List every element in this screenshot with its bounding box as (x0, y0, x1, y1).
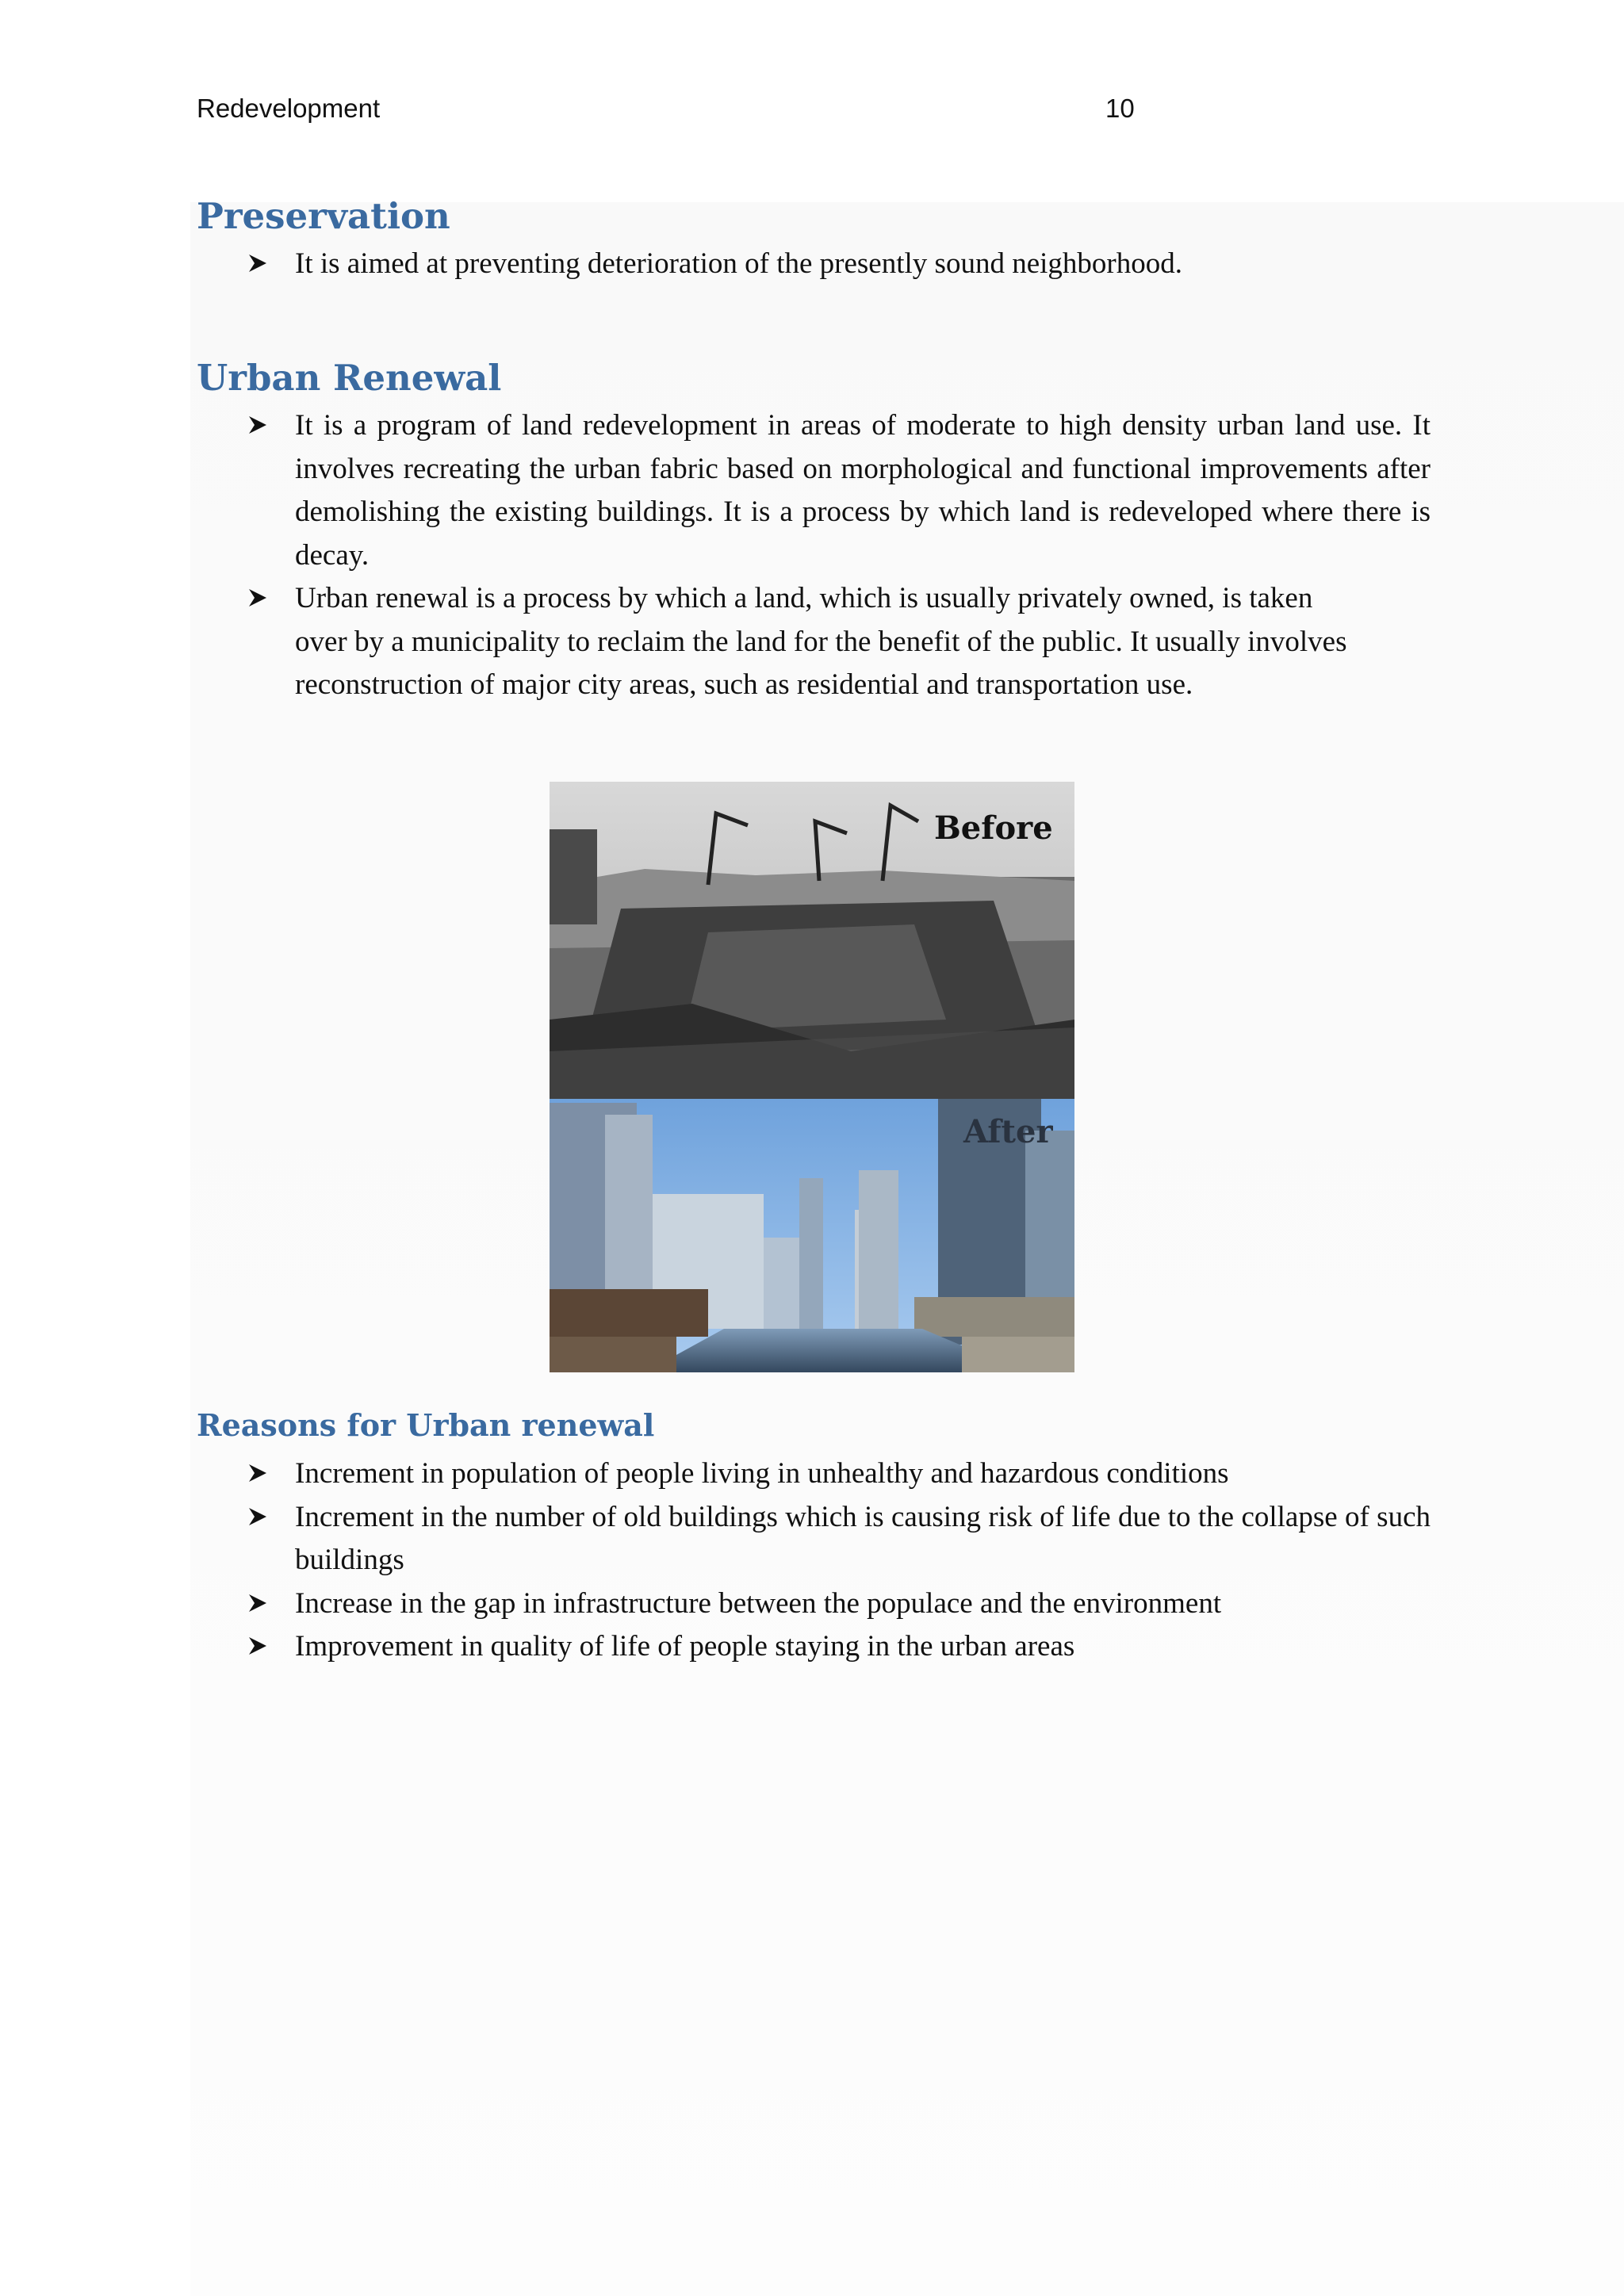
bullet-text: Urban renewal is a process by which a land, which is usually privately owned, is taken over by a municipality to reclaim the land for the benefit of the public. It usually involves reconstruction of major city areas, such as residential and transportation use. (295, 582, 1347, 701)
list-item (246, 1625, 1431, 1669)
before-label: Before (934, 809, 1053, 847)
before-after-photo (550, 782, 1074, 1372)
list-item (246, 1496, 1431, 1582)
urban-renewal-list (246, 404, 1431, 707)
bullet-text: It is a program of land redevelopment in areas of moderate to high density urban land use. It involves recreating the urban fabric based on morphological and functional improvements after demolishing the existing buildings. It is a process by which land is redeveloped where there is decay. (295, 409, 1431, 572)
heading-preservation: Preservation (197, 195, 450, 237)
list-item (246, 404, 1431, 577)
list-item (246, 1582, 1431, 1626)
list-item (246, 577, 1348, 707)
after-label: After (963, 1113, 1053, 1150)
bullet-text: Increment in population of people living in unhealthy and hazardous conditions (295, 1457, 1229, 1490)
preservation-list (246, 243, 1435, 286)
reasons-list (246, 1452, 1431, 1669)
bullet-text: Increase in the gap in infrastructure between the populace and the environment (295, 1586, 1222, 1620)
document-title: Redevelopment (197, 94, 381, 123)
list-item (246, 1452, 1431, 1496)
list-item (246, 243, 1435, 286)
running-header (197, 94, 1148, 133)
bullet-text: Increment in the number of old buildings which is causing risk of life due to the collapse of such buildings (295, 1500, 1431, 1576)
heading-reasons: Reasons for Urban renewal (197, 1407, 655, 1443)
page-number: 10 (1105, 94, 1135, 123)
heading-urban-renewal: Urban Renewal (197, 357, 502, 399)
bullet-text: It is aimed at preventing deterioration of the presently sound neighborhood. (295, 247, 1182, 280)
before-after-illustration (550, 782, 1074, 1372)
bullet-text: Improvement in quality of life of people staying in the urban areas (295, 1630, 1075, 1663)
